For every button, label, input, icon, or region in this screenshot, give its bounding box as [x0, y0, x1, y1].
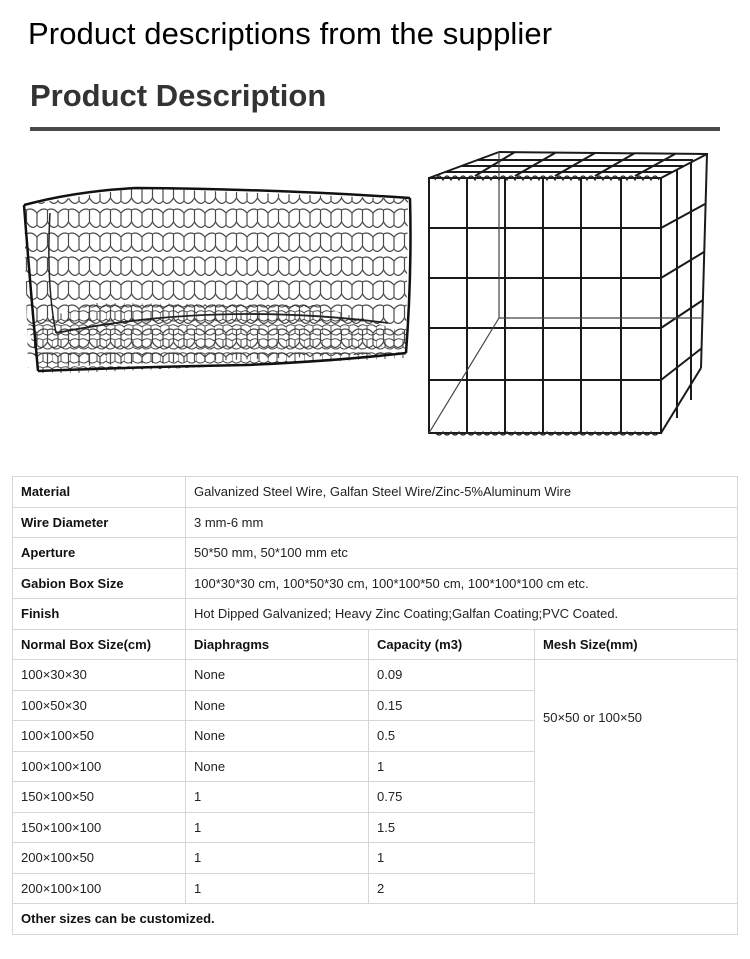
spec-label: Gabion Box Size — [13, 568, 186, 599]
diaphragms-cell: None — [186, 690, 369, 721]
spec-label: Finish — [13, 599, 186, 630]
box-size-cell: 100×30×30 — [13, 660, 186, 691]
box-size-cell: 200×100×100 — [13, 873, 186, 904]
product-images — [0, 138, 750, 458]
diaphragms-cell: 1 — [186, 782, 369, 813]
footer-note: Other sizes can be customized. — [13, 904, 738, 935]
spec-row-aperture — [13, 538, 738, 569]
mesh-size-cell — [535, 660, 738, 904]
spec-row-finish — [13, 599, 738, 630]
header-mesh-size: Mesh Size(mm) — [535, 629, 738, 660]
capacity-cell: 1 — [369, 751, 535, 782]
section-title: Product Description — [30, 78, 327, 113]
capacity-cell: 1.5 — [369, 812, 535, 843]
size-table-header — [13, 629, 738, 660]
spec-label: Wire Diameter — [13, 507, 186, 538]
spec-label: Material — [13, 477, 186, 508]
box-size-cell: 100×100×100 — [13, 751, 186, 782]
spec-value: 100*30*30 cm, 100*50*30 cm, 100*100*50 cm, 100*100*100 cm etc. — [186, 568, 738, 599]
title-divider — [30, 127, 720, 131]
diaphragms-cell: 1 — [186, 812, 369, 843]
box-size-cell: 150×100×100 — [13, 812, 186, 843]
capacity-cell: 0.09 — [369, 660, 535, 691]
box-size-cell: 100×50×30 — [13, 690, 186, 721]
capacity-cell: 0.75 — [369, 782, 535, 813]
footer-row — [13, 904, 738, 935]
mesh-size-value: 50×50 or 100×50 — [543, 710, 643, 725]
capacity-cell: 0.5 — [369, 721, 535, 752]
header-diaphragms: Diaphragms — [186, 629, 369, 660]
diaphragms-cell: 1 — [186, 873, 369, 904]
box-size-cell: 150×100×50 — [13, 782, 186, 813]
spec-value: Galvanized Steel Wire, Galfan Steel Wire/Zinc-5%Aluminum Wire — [186, 477, 738, 508]
header-capacity: Capacity (m3) — [369, 629, 535, 660]
spec-row-gabion-box-size — [13, 568, 738, 599]
diaphragms-cell: None — [186, 751, 369, 782]
capacity-cell: 1 — [369, 843, 535, 874]
hexagonal-gabion-image — [16, 183, 416, 433]
page-title: Product descriptions from the supplier — [28, 16, 553, 51]
welded-gabion-image — [415, 138, 715, 438]
table-row — [13, 660, 738, 691]
diaphragms-cell: None — [186, 721, 369, 752]
capacity-cell: 0.15 — [369, 690, 535, 721]
header-box-size: Normal Box Size(cm) — [13, 629, 186, 660]
spec-row-wire-diameter — [13, 507, 738, 538]
capacity-cell: 2 — [369, 873, 535, 904]
diaphragms-cell: 1 — [186, 843, 369, 874]
spec-value: 3 mm-6 mm — [186, 507, 738, 538]
diaphragms-cell: None — [186, 660, 369, 691]
box-size-cell: 200×100×50 — [13, 843, 186, 874]
box-size-cell: 100×100×50 — [13, 721, 186, 752]
spec-label: Aperture — [13, 538, 186, 569]
spec-value: 50*50 mm, 50*100 mm etc — [186, 538, 738, 569]
spec-value: Hot Dipped Galvanized; Heavy Zinc Coating;Galfan Coating;PVC Coated. — [186, 599, 738, 630]
spec-row-material — [13, 477, 738, 508]
specification-table — [12, 476, 738, 935]
